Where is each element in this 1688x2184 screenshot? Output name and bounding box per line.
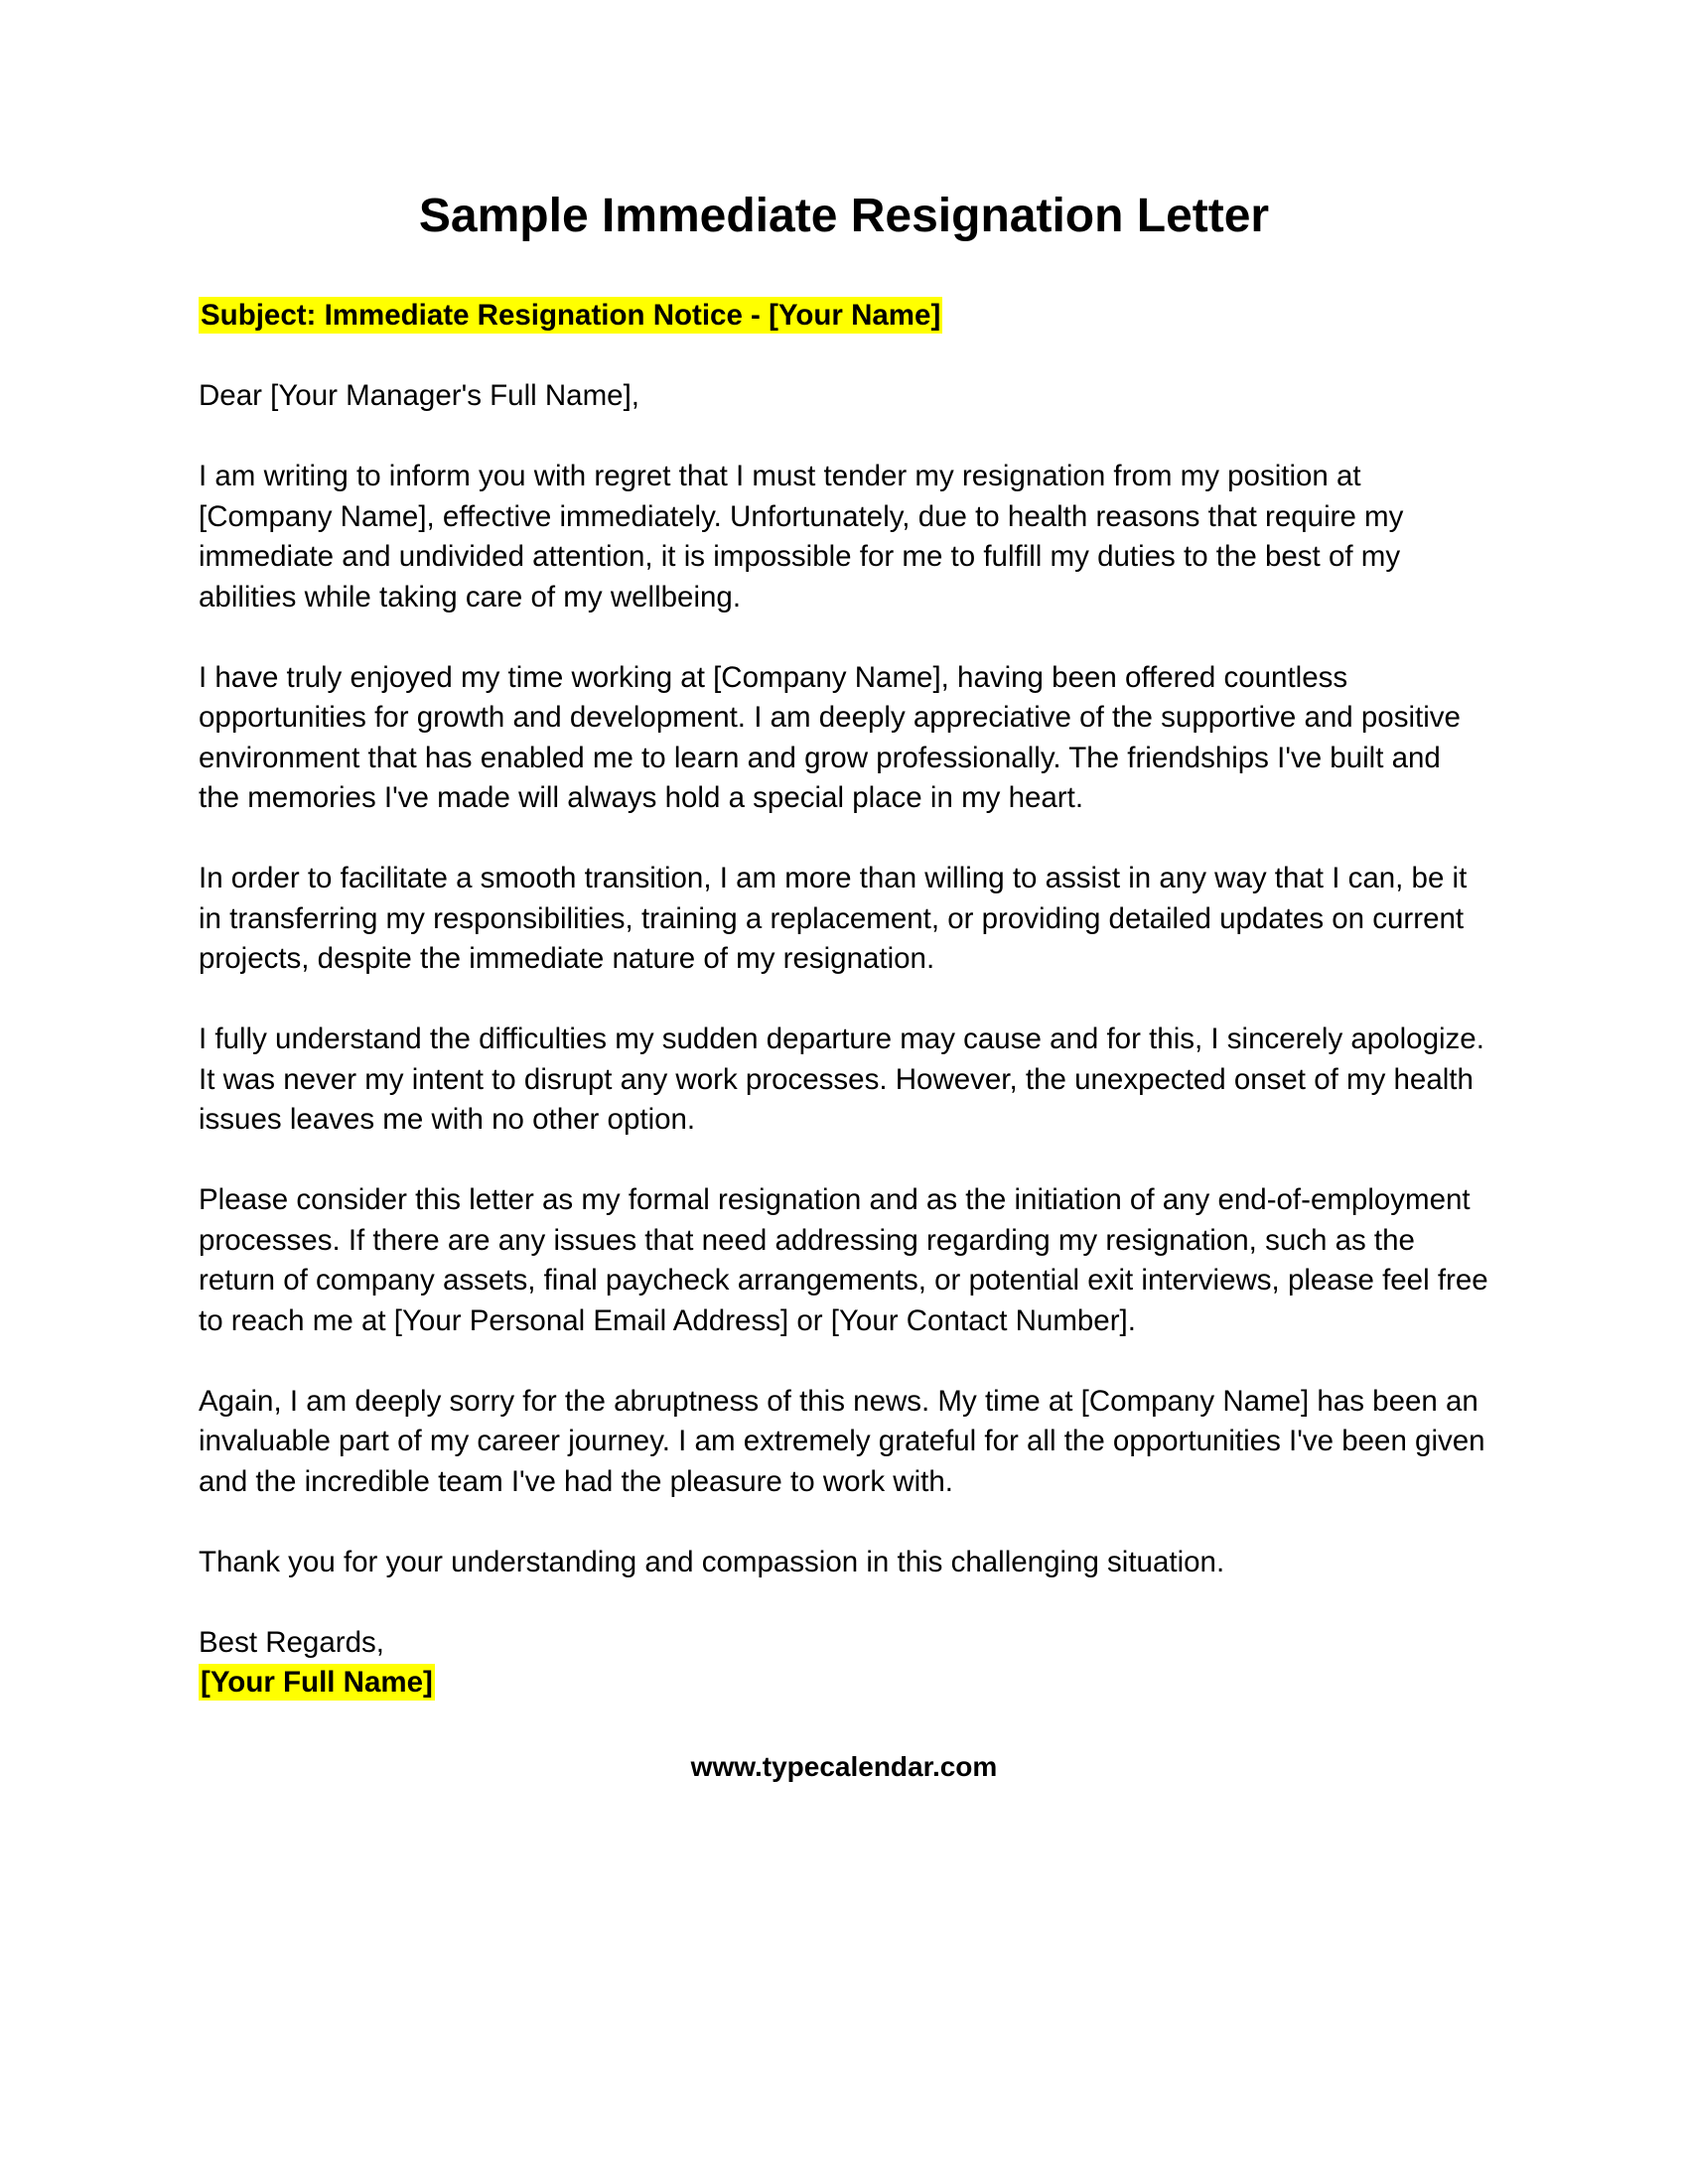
signature-block [199, 1623, 1489, 1704]
paragraph-2: I have truly enjoyed my time working at [Company Name], having been offered countless opportunities for growth and development. I am deeply appreciative of the supportive and positive environment that has enabled me to learn and grow professionally. The friendships I've built and the memories I've made will always hold a special place in my heart. [199, 660, 1461, 814]
page-title: Sample Immediate Resignation Letter [418, 190, 1270, 242]
paragraph-5: Please consider this letter as my formal resignation and as the initiation of any end-of-employment processes. If there are any issues that need addressing regarding my resignation, such as the return of company assets, final paycheck arrangements, or potential exit interviews, please feel free to reach me at [Your Personal Email Address] or [Your Contact Number]. [199, 1183, 1488, 1337]
letter-body [199, 296, 1489, 1743]
paragraph-7: Thank you for your understanding and compassion in this challenging situation. [199, 1545, 1225, 1578]
closing: Best Regards, [199, 1625, 384, 1659]
website-footer: www.typecalendar.com [690, 1751, 998, 1782]
signature-name: [Your Full Name] [201, 1666, 433, 1699]
paragraph-3: In order to facilitate a smooth transition, I am more than willing to assist in any way that I can, be it in transferring my responsibilities, training a replacement, or providing detailed updates on current projects, despite the immediate nature of my resignation. [199, 862, 1468, 975]
subject-highlight: Subject: Immediate Resignation Notice - [Your Name] [201, 299, 941, 332]
paragraph-6: Again, I am deeply sorry for the abruptness of this news. My time at [Company Name] has been an invaluable part of my career journey. I am extremely grateful for all the opportunities I've been given and the incredible team I've had the pleasure to work with. [199, 1384, 1485, 1498]
subject-line [199, 296, 1489, 337]
paragraph-4: I fully understand the difficulties my sudden departure may cause and for this, I sincerely apologize. It was never my intent to disrupt any work processes. However, the unexpected onset of my health issues leaves me with no other option. [199, 1023, 1484, 1136]
paragraph-1: I am writing to inform you with regret that I must tender my resignation from my position at [Company Name], effective immediately. Unfortunately, due to health reasons that require my immediate and undivided attention, it is impossible for me to fulfill my duties to the best of my abilities while taking care of my wellbeing. [199, 460, 1404, 614]
salutation: Dear [Your Manager's Full Name], [199, 379, 639, 412]
